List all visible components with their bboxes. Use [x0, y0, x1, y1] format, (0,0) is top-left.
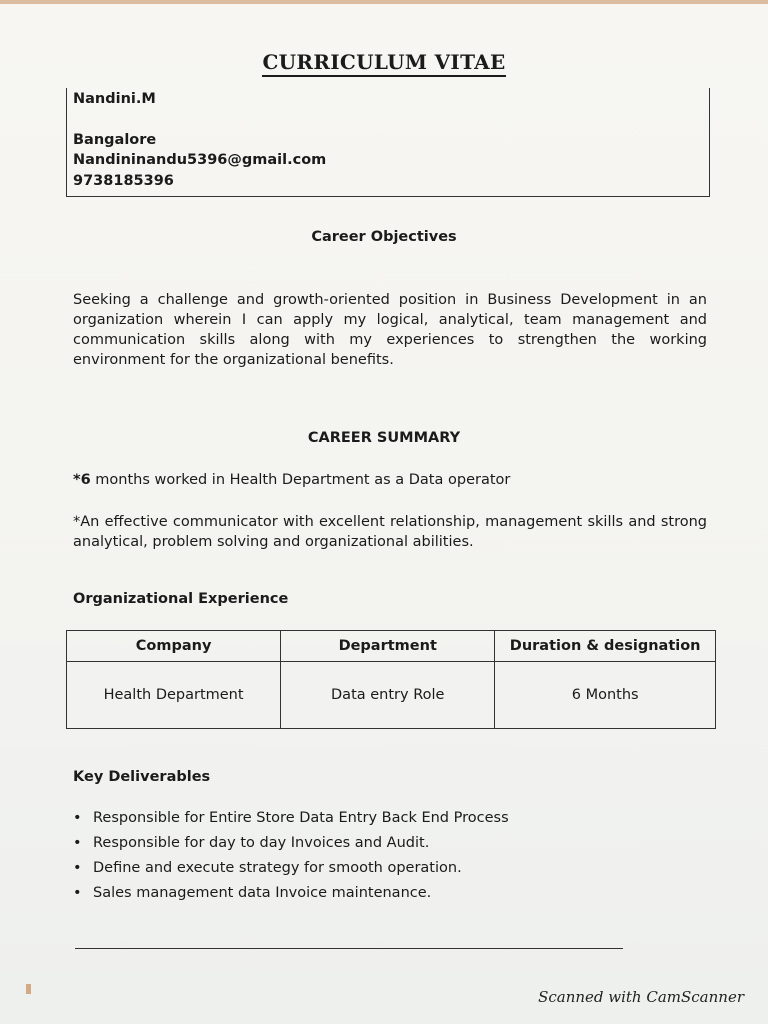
- list-item: • Define and execute strategy for smooth operation.: [73, 860, 462, 876]
- column-header-department: Department: [281, 631, 495, 662]
- bullet-icon: •: [73, 885, 82, 901]
- summary-item-text: months worked in Health Department as a Data operator: [90, 472, 511, 488]
- career-summary-item: [73, 470, 707, 490]
- table-header-row: [67, 631, 716, 662]
- cell-duration: 6 Months: [495, 662, 716, 729]
- scanner-watermark: Scanned with CamScanner: [538, 988, 744, 1006]
- deliverables-list: [73, 808, 509, 908]
- key-deliverables-heading: Key Deliverables: [73, 769, 211, 785]
- contact-email: Nandininandu5396@gmail.com: [73, 152, 327, 168]
- experience-table: [66, 630, 716, 729]
- bullet-icon: •: [73, 810, 82, 826]
- summary-item-prefix: *6: [73, 472, 91, 488]
- edge-mark: [26, 984, 31, 994]
- list-item: • Responsible for Entire Store Data Entry Back End Process: [73, 810, 509, 826]
- column-header-duration: Duration & designation: [495, 631, 716, 662]
- contact-city: Bangalore: [73, 132, 157, 148]
- bullet-icon: •: [73, 835, 82, 851]
- top-edge-stripe: [0, 0, 768, 4]
- contact-box: [66, 88, 710, 197]
- career-summary-heading: CAREER SUMMARY: [307, 430, 461, 446]
- organizational-experience-heading: Organizational Experience: [73, 591, 289, 607]
- career-objectives-heading: Career Objectives: [311, 229, 457, 245]
- contact-phone: 9738185396: [73, 173, 174, 189]
- list-item: • Responsible for day to day Invoices and Audit.: [73, 835, 430, 851]
- career-summary-item: *An effective communicator with excellent relationship, management skills and strong analytical, problem solving and organizational abilities.: [73, 514, 707, 550]
- bullet-icon: •: [73, 860, 82, 876]
- column-header-company: Company: [67, 631, 281, 662]
- contact-name: Nandini.M: [73, 91, 156, 107]
- cell-company: Health Department: [67, 662, 281, 729]
- career-objectives-text: Seeking a challenge and growth-oriented position in Business Development in an organization wherein I can apply my logical, analytical, team management and communication skills along with my experiences to strengthen the working environment for the organizational benefits.: [73, 292, 707, 368]
- cell-department: Data entry Role: [281, 662, 495, 729]
- list-item: • Sales management data Invoice maintenance.: [73, 885, 432, 901]
- document-title: CURRICULUM VITAE: [0, 50, 768, 74]
- table-row: [67, 662, 716, 729]
- footer-divider: [75, 948, 623, 949]
